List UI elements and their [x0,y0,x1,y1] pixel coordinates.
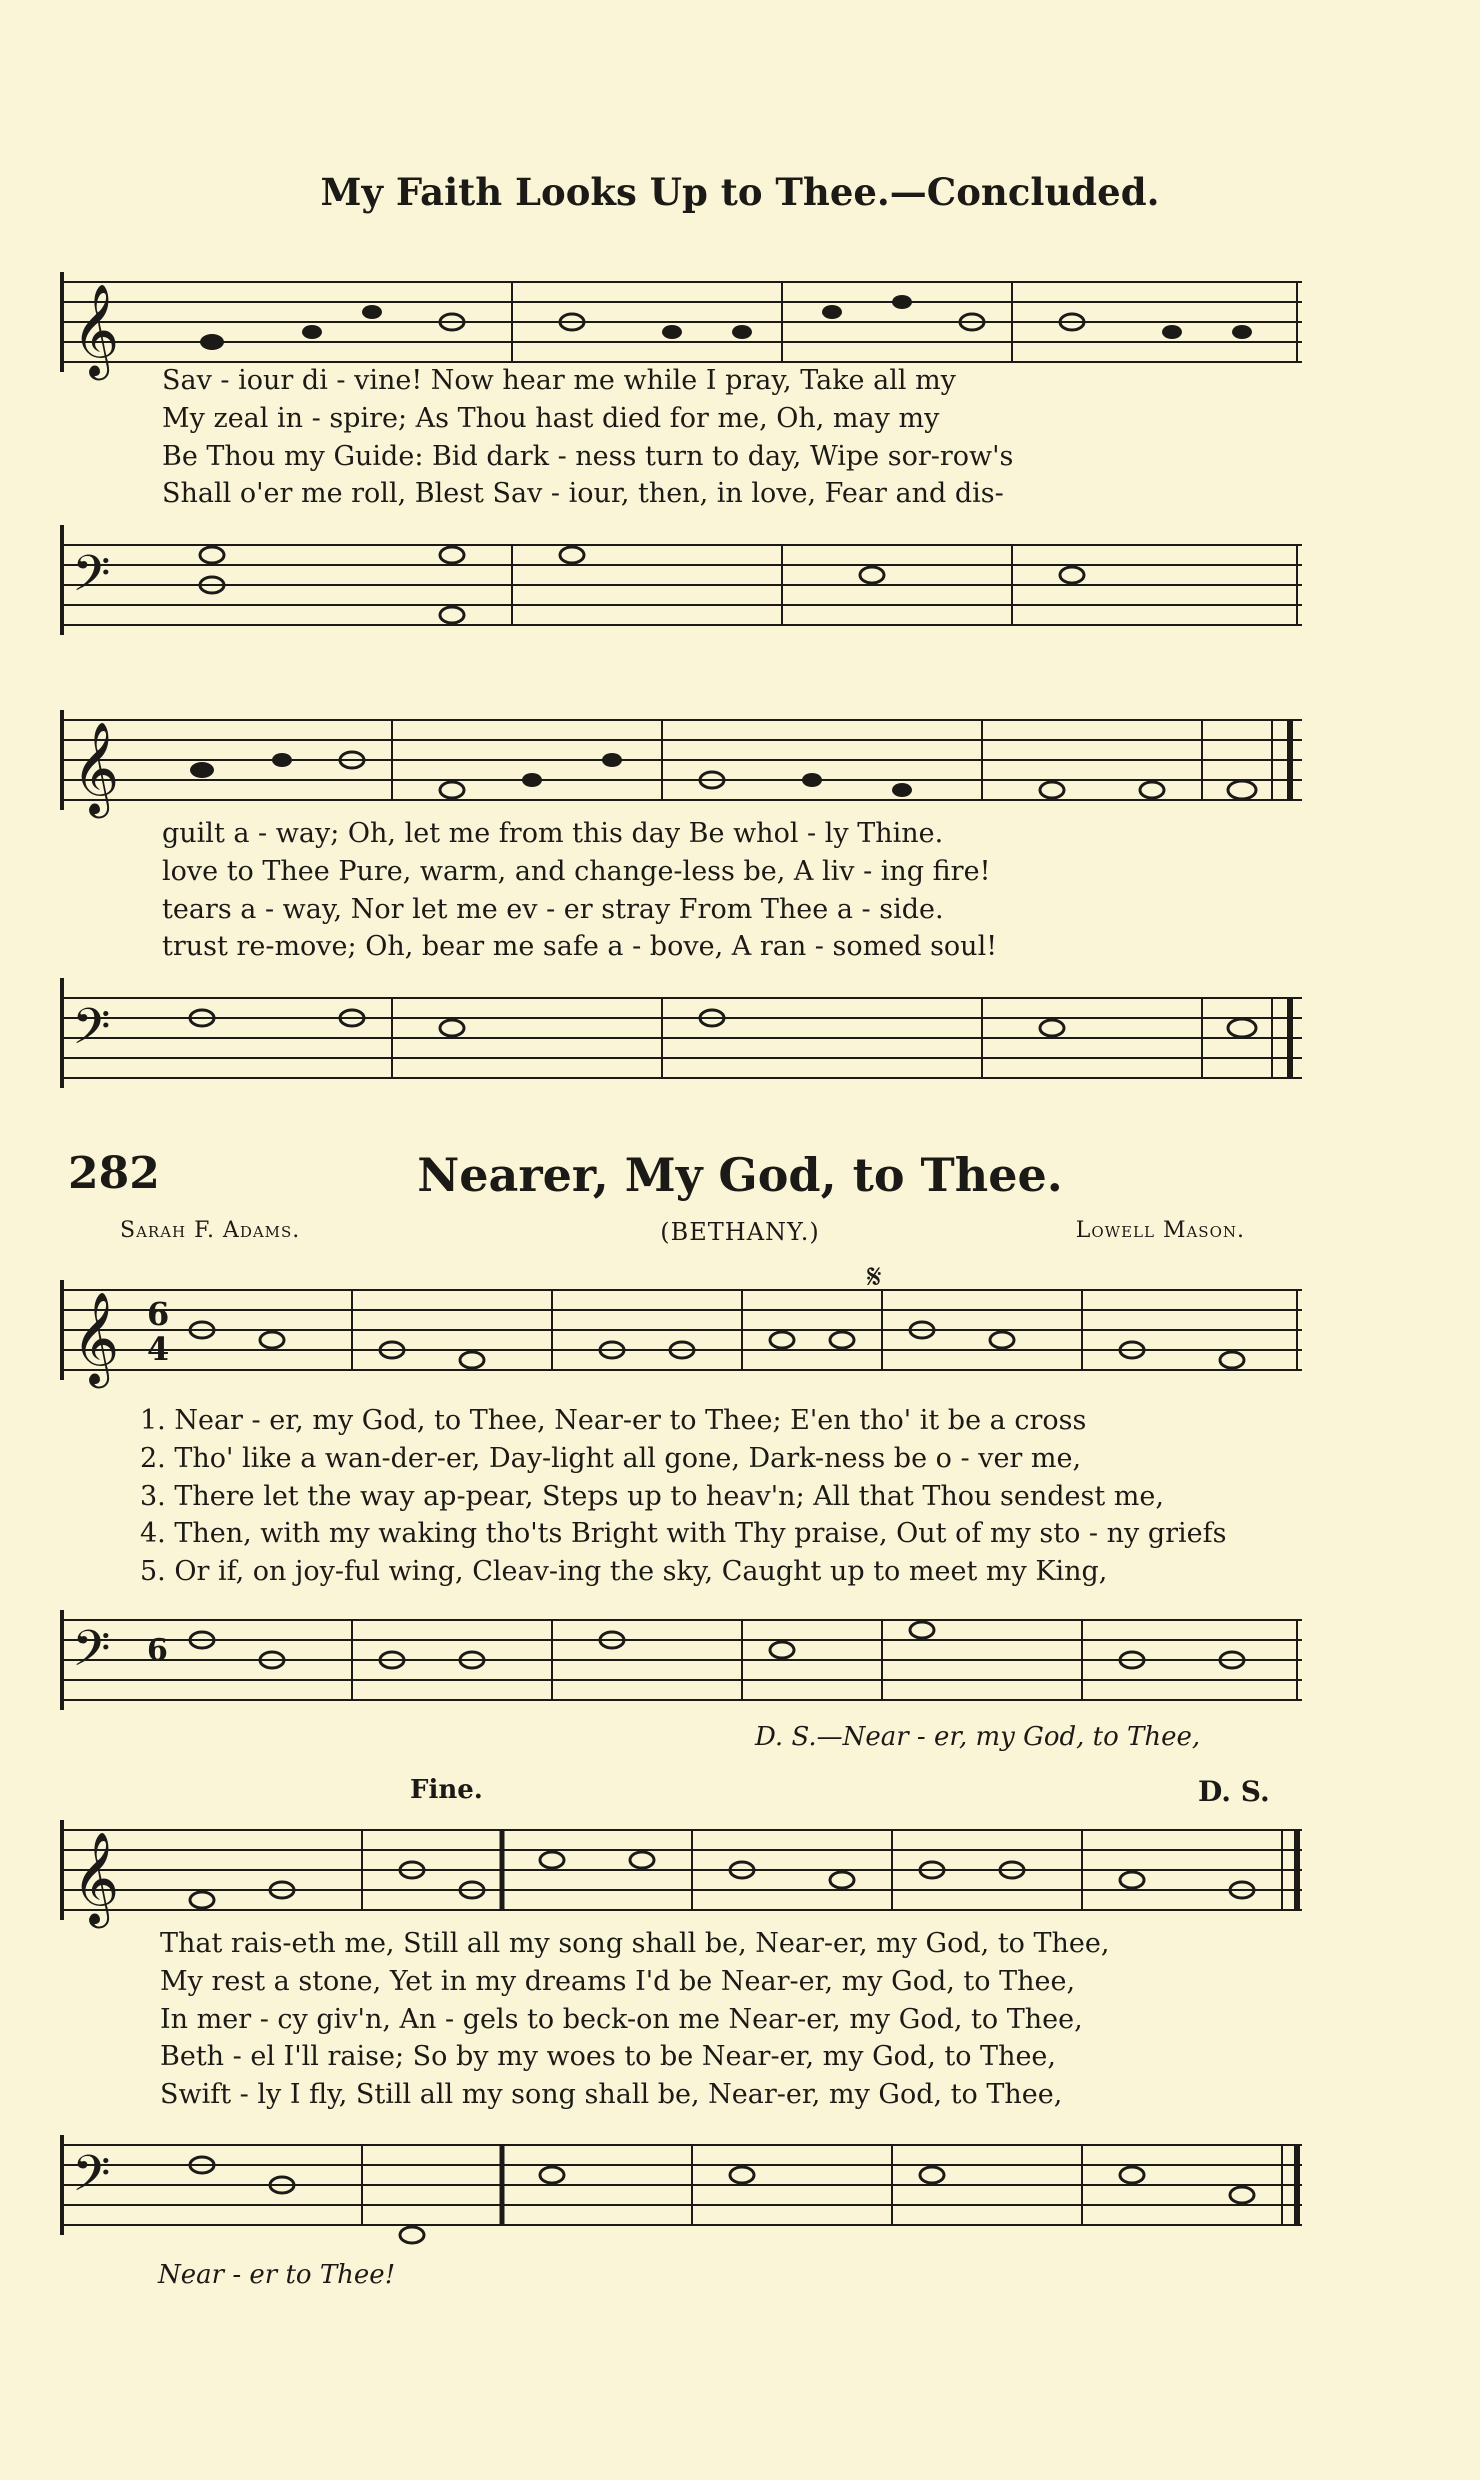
treble-clef-icon: 𝄞 [72,1291,120,1384]
notes [190,2157,1254,2243]
lyric-line: 3. There let the way ap-pear, Steps up to heav'n; All that Thou sendest me, [140,1481,1164,1512]
system4-bass-staff [52,2115,1302,2245]
segno-icon: 𝄋 [867,1260,882,1297]
lyric-line: Beth - el I'll raise; So by my woes to be Near-er, my God, to Thee, [160,2041,1056,2072]
svg-text:6: 6 [147,1633,168,1668]
lyric-line: tears a - way, Nor let me ev - er stray From Thee a - side. [162,894,944,925]
system1-bass-staff [52,515,1302,645]
lyric-line: guilt a - way; Oh, let me from this day Be whol - ly Thine. [162,818,944,849]
lyric-line: trust re-move; Oh, bear me safe a - bove, A ran - somed soul! [162,931,998,962]
tune-name: (BETHANY.) [660,1218,820,1246]
treble-clef-icon: 𝄞 [72,1831,120,1924]
hymn-number: 282 [68,1148,160,1199]
lyric-line: That rais-eth me, Still all my song shall be, Near-er, my God, to Thee, [160,1928,1110,1959]
lyric-line: Sav - iour di - vine! Now hear me while I pray, Take all my [162,365,956,396]
bass-clef-icon: 𝄢 [72,2145,111,2215]
bass-clef-icon: 𝄢 [72,1620,111,1690]
system3-treble-staff [52,1260,1302,1400]
lyric-line: 5. Or if, on joy-ful wing, Cleav-ing the sky, Caught up to meet my King, [140,1556,1108,1587]
time-signature-icon: 6 [147,1295,170,1333]
svg-text:4: 4 [147,1330,170,1368]
lyric-line: 2. Tho' like a wan-der-er, Day-light all gone, Dark-ness be o - ver me, [140,1443,1082,1474]
notes [190,1622,1244,1668]
treble-clef-icon: 𝄞 [72,283,120,376]
lyric-line: Swift - ly I fly, Still all my song shall be, Near-er, my God, to Thee, [160,2079,1063,2110]
lyric-line: love to Thee Pure, warm, and change-less be, A liv - ing fire! [162,856,991,887]
lyric-line: My rest a stone, Yet in my dreams I'd be Near-er, my God, to Thee, [160,1966,1076,1997]
ds-marking: D. S. [1198,1775,1270,1808]
lyric-line: Be Thou my Guide: Bid dark - ness turn to day, Wipe sor-row's [162,441,1014,472]
lyric-line: 4. Then, with my waking tho'ts Bright with Thy praise, Out of my sto - ny griefs [140,1518,1227,1549]
author-credit: Sarah F. Adams. [120,1218,301,1243]
lyric-line: In mer - cy giv'n, An - gels to beck-on me Near-er, my God, to Thee, [160,2004,1083,2035]
treble-clef-icon: 𝄞 [72,721,120,814]
fine-marking: Fine. [410,1775,483,1805]
notes [190,1010,1256,1037]
composer-credit: Lowell Mason. [1075,1218,1245,1243]
notes [190,1852,1254,1908]
bass-clef-icon: 𝄢 [72,545,111,615]
bass-clef-icon: 𝄢 [72,998,111,1068]
system4-treble-staff [52,1800,1302,1940]
end-text: Near - er to Thee! [158,2260,396,2290]
system2-bass-staff [52,968,1302,1098]
lyric-line: Shall o'er me roll, Blest Sav - iour, then, in love, Fear and dis- [162,478,1004,509]
hymn-title: Nearer, My God, to Thee. [417,1148,1063,1202]
system3-bass-staff [52,1590,1302,1720]
lyric-line: My zeal in - spire; As Thou hast died for me, Oh, may my [162,403,940,434]
notes [190,1322,1244,1368]
section-title: My Faith Looks Up to Thee.—Concluded. [320,170,1160,214]
lyric-line: 1. Near - er, my God, to Thee, Near-er to Thee; E'en tho' it be a cross [140,1405,1087,1436]
ds-instruction: D. S.—Near - er, my God, to Thee, [755,1722,1201,1752]
